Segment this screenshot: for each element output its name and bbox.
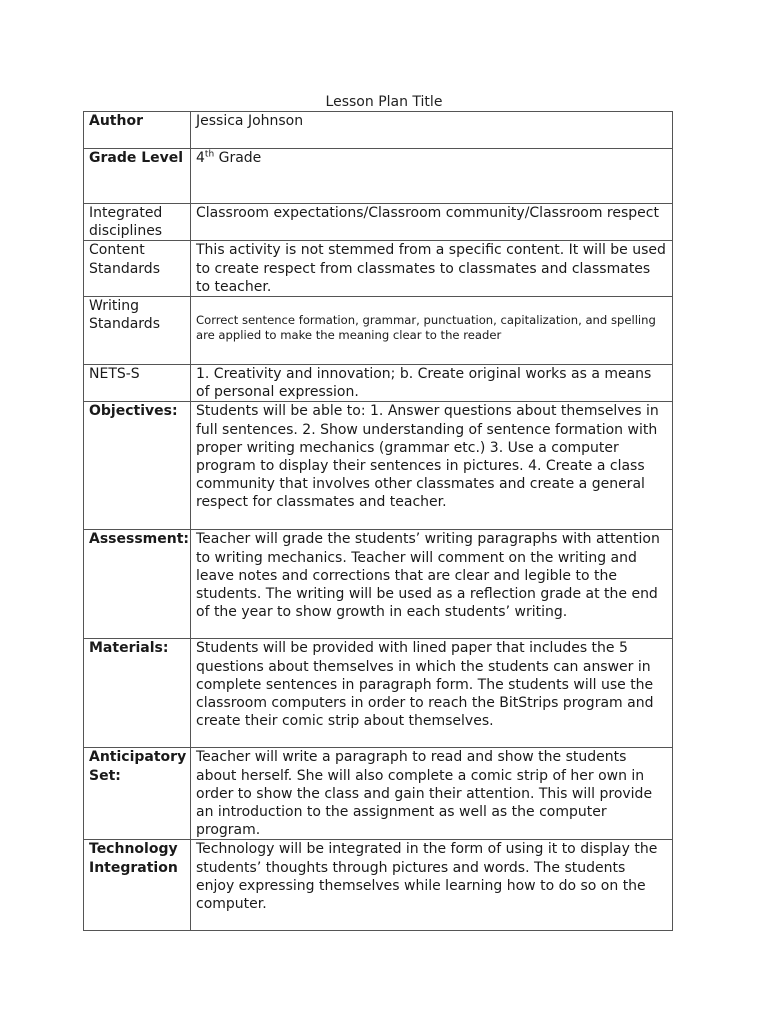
grade-ordinal-suffix: th — [204, 149, 215, 160]
grade-word: Grade — [214, 150, 262, 166]
grade-number: 4 — [196, 150, 205, 166]
table-row-author — [84, 112, 673, 149]
row-value-anticipatory-set: Teacher will write a paragraph to read and show the students about herself. She will also complete a comic strip of her own in order to show the class and gain their attention. This will provide an introduction to the assignment as well as the computer program. — [191, 748, 673, 840]
table-row-integrated-disciplines — [84, 204, 673, 241]
row-label-materials: Materials: — [84, 639, 191, 748]
table-row-writing-standards — [84, 297, 673, 365]
row-value-technology-integration: Technology will be integrated in the form of using it to display the students’ thoughts through pictures and words. The students enjoy expressing themselves while learning how to do so on the computer. — [191, 840, 673, 931]
row-label-grade-level: Grade Level — [84, 149, 191, 204]
row-value-nets-s: 1. Creativity and innovation; b. Create original works as a means of personal expression. — [191, 365, 673, 402]
row-value-author: Jessica Johnson — [191, 112, 673, 149]
table-row-objectives — [84, 402, 673, 530]
row-value-objectives: Students will be able to: 1. Answer questions about themselves in full sentences. 2. Show understanding of sentence formation with proper writing mechanics (grammar etc.) 3. Use a computer program to display their sentences in pictures. 4. Create a class community that involves other classmates and create a general respect for classmates and teacher. — [191, 402, 673, 530]
row-label-content-standards: Content Standards — [84, 241, 191, 297]
document-title: Lesson Plan Title — [325, 94, 443, 110]
table-row-materials — [84, 639, 673, 748]
row-label-assessment: Assessment: — [84, 530, 191, 639]
row-value-materials: Students will be provided with lined paper that includes the 5 questions about themselves in which the students can answer in complete sentences in paragraph form. The students will use the classroom computers in order to reach the BitStrips program and create their comic strip about themselves. — [191, 639, 673, 748]
row-label-author: Author — [84, 112, 191, 149]
row-label-integrated-disciplines: Integrated disciplines — [84, 204, 191, 241]
row-label-technology-integration: Technology Integration — [84, 840, 191, 931]
row-value-content-standards: This activity is not stemmed from a specific content. It will be used to create respect from classmates to classmates and classmates to teacher. — [191, 241, 673, 297]
table-row-anticipatory-set — [84, 748, 673, 840]
row-value-integrated-disciplines: Classroom expectations/Classroom community/Classroom respect — [191, 204, 673, 241]
row-label-objectives: Objectives: — [84, 402, 191, 530]
table-row-technology-integration — [84, 840, 673, 931]
row-label-nets-s: NETS-S — [84, 365, 191, 402]
row-value-grade-level — [191, 149, 673, 204]
row-label-anticipatory-set: Anticipatory Set: — [84, 748, 191, 840]
row-value-assessment: Teacher will grade the students’ writing paragraphs with attention to writing mechanics. Teacher will comment on the writing and leave notes and corrections that are clear and legible to the students. The writing will be used as a reflection grade at the end of the year to show growth in each students’ writing. — [191, 530, 673, 639]
writing-standards-text: Correct sentence formation, grammar, punctuation, capitalization, and spelling are applied to make the meaning clear to the reader — [196, 313, 656, 343]
table-row-assessment — [84, 530, 673, 639]
row-value-writing-standards — [191, 297, 673, 365]
table-row-grade-level — [84, 149, 673, 204]
row-label-writing-standards: Writing Standards — [84, 297, 191, 365]
table-row-content-standards — [84, 241, 673, 297]
table-row-nets-s — [84, 365, 673, 402]
lesson-plan-table — [83, 111, 673, 931]
